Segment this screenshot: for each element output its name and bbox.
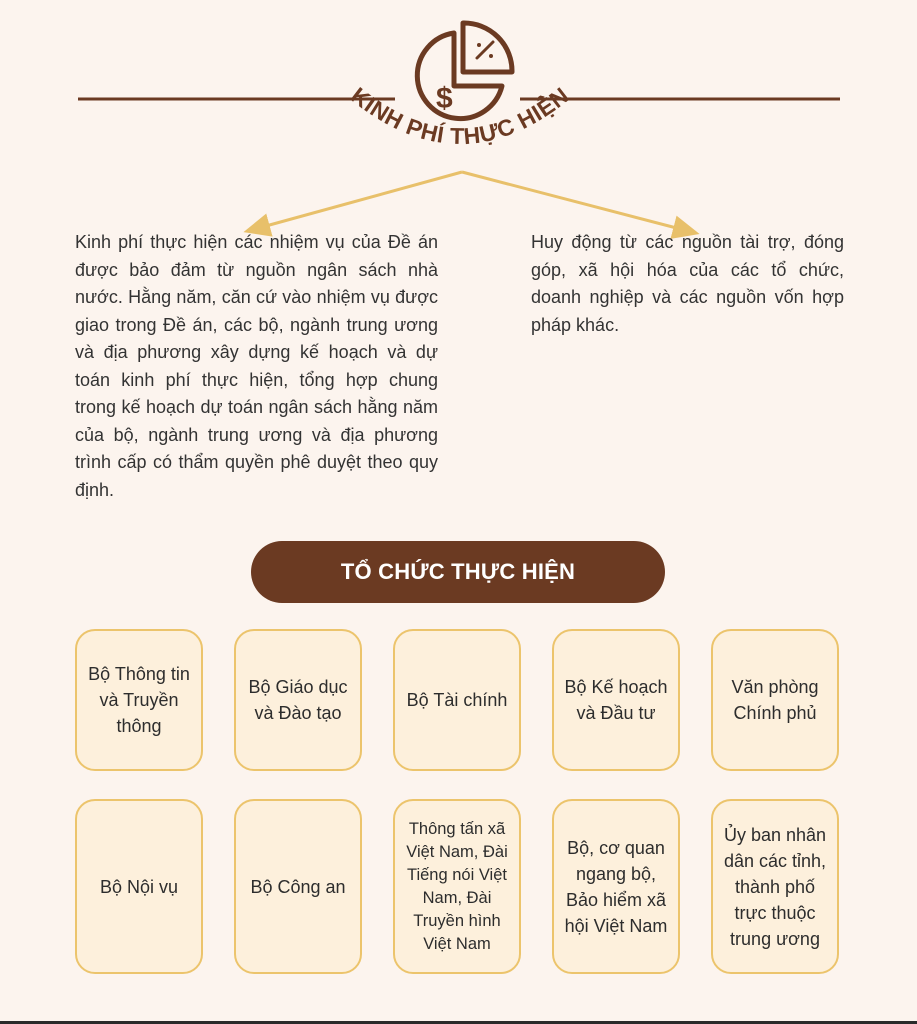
org-card-label: Bộ Giáo dục và Đào tạo xyxy=(248,677,348,723)
svg-text:$: $ xyxy=(436,82,453,115)
org-card-label: Bộ Nội vụ xyxy=(99,876,179,897)
organization-title: TỔ CHỨC THỰC HIỆN xyxy=(340,559,576,584)
funding-title xyxy=(346,82,574,149)
org-card-provincial-committees xyxy=(711,799,839,974)
org-card-label: Bộ Thông tin và Truyền thông xyxy=(88,664,190,736)
org-card-ministerial-agencies xyxy=(552,799,680,974)
pie-chart-dollar-icon xyxy=(417,23,512,119)
org-card-label: Ủy ban nhân dân các tỉnh, thành phố trực thuộc trung ương xyxy=(723,824,827,949)
org-card-government-office xyxy=(711,629,839,771)
arrow-right xyxy=(462,172,688,231)
arrow-left xyxy=(255,172,462,229)
header-graphic xyxy=(0,0,917,240)
org-card-ministry-home-affairs xyxy=(75,799,203,974)
org-card-ministry-finance xyxy=(393,629,521,771)
org-card-label: Bộ Công an xyxy=(250,876,346,897)
funding-title-text: KINH PHÍ THỰC HIỆN xyxy=(346,81,574,150)
org-card-ministry-planning xyxy=(552,629,680,771)
org-card-media-agencies xyxy=(393,799,521,974)
org-card-ministry-public-security xyxy=(234,799,362,974)
org-card-label: Bộ Tài chính xyxy=(406,690,508,710)
org-card-label: Bộ, cơ quan ngang bộ, Bảo hiểm xã hội Việt Nam xyxy=(564,837,668,936)
funding-state-budget-text: Kinh phí thực hiện các nhiệm vụ của Đề án được bảo đảm từ nguồn ngân sách nhà nước. Hằng năm, căn cứ vào nhiệm vụ được giao trong Đề án, các bộ, ngành trung ương và địa phương xây dựng kế hoạch và dự toán kinh phí thực hiện, tổng hợp chung trong kế hoạch dự toán ngân sách hằng năm của bộ, ngành trung ương và địa phương trình cấp có thẩm quyền phê duyệt theo quy định. xyxy=(75,232,438,500)
organization-banner xyxy=(251,541,665,603)
org-card-label: Bộ Kế hoạch và Đầu tư xyxy=(564,677,668,723)
org-card-label: Văn phòng Chính phủ xyxy=(731,677,819,723)
funding-mobilized-text: Huy động từ các nguồn tài trợ, đóng góp, xã hội hóa của các tổ chức, doanh nghiệp và các nguồn vốn hợp pháp khác. xyxy=(531,232,844,335)
org-card-ministry-education xyxy=(234,629,362,771)
org-card-label: Thông tấn xã Việt Nam, Đài Tiếng nói Việt Nam, Đài Truyền hình Việt Nam xyxy=(406,819,508,953)
org-card-ministry-information xyxy=(75,629,203,771)
